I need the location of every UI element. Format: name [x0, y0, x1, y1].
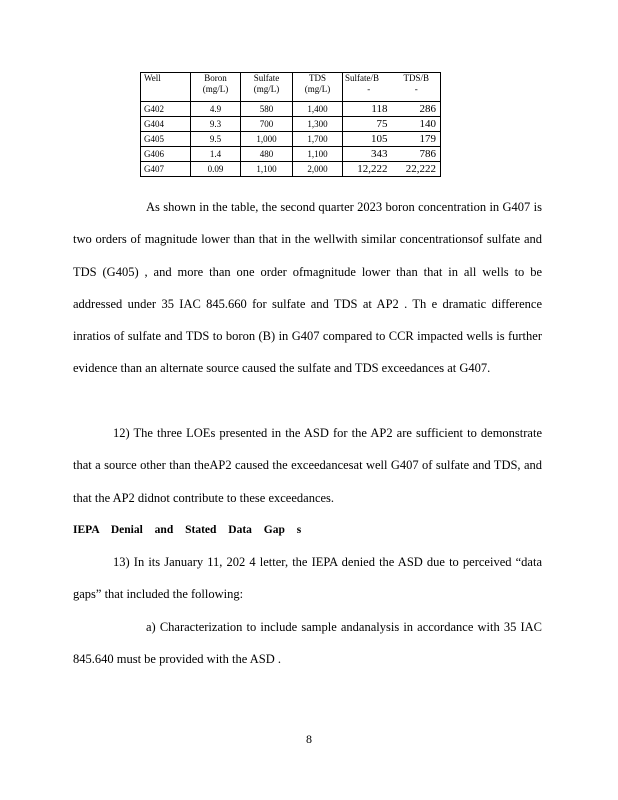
- cell-tds-b: 22,222: [405, 162, 436, 175]
- cell-tds: 1,700: [293, 132, 343, 147]
- table-row: [141, 147, 441, 162]
- header-well: Well: [141, 73, 191, 102]
- cell-tds-b: 179: [419, 132, 436, 145]
- page-number: 8: [306, 732, 312, 746]
- cell-well: G404: [141, 117, 191, 132]
- cell-ratios: [343, 102, 441, 117]
- cell-well: G407: [141, 162, 191, 177]
- cell-boron: 1.4: [191, 147, 241, 162]
- cell-sulfate: 580: [241, 102, 293, 117]
- cell-sulfate: 700: [241, 117, 293, 132]
- cell-tds: 1,300: [293, 117, 343, 132]
- header-boron: Boron (mg/L): [191, 73, 241, 102]
- header-tds: TDS (mg/L): [293, 73, 343, 102]
- table-header-row: [141, 73, 441, 102]
- cell-ratios: [343, 132, 441, 147]
- cell-ratios: [343, 162, 441, 177]
- cell-well: G402: [141, 102, 191, 117]
- cell-sulfate-b: 75: [376, 117, 388, 130]
- paragraph-13a: a) Characterization to include sample andanalysis in accordance with 35 IAC 845.640 must be provided with the ASD .: [73, 620, 542, 667]
- table-row: [141, 102, 441, 117]
- cell-boron: 0.09: [191, 162, 241, 177]
- cell-tds-b: 286: [419, 102, 436, 115]
- cell-sulfate-b: 343: [371, 147, 388, 160]
- boron-ratio-table: [140, 72, 441, 177]
- cell-sulfate: 480: [241, 147, 293, 162]
- header-ratios: Sulfate/B - TDS/B -: [343, 73, 441, 102]
- cell-tds-b: 786: [419, 147, 436, 160]
- paragraph-boron-comparison: As shown in the table, the second quarter 2023 boron concentration in G407 is two orders of magnitude lower than that in the wellwith similar concentrationsof sulfate and TDS (G405) , and more than one order ofmagnitude lower than that in all wells to be addressed under 35 IAC 845.660 for sulfate and TDS at AP2 . Th e dramatic difference inratios of sulfate and TDS to boron (B) in G407 compared to CCR impacted wells is further evidence than an alternate source caused the sulfate and TDS exceedances at G407.: [73, 200, 542, 376]
- cell-tds: 1,400: [293, 102, 343, 117]
- paragraph-13: 13) In its January 11, 202 4 letter, the IEPA denied the ASD due to perceived “data gaps” that included the following:: [73, 555, 542, 602]
- cell-boron: 4.9: [191, 102, 241, 117]
- table-row: [141, 162, 441, 177]
- paragraph-12: 12) The three LOEs presented in the ASD for the AP2 are sufficient to demonstrate that a source other than theAP2 caused the exceedancesat well G407 of sulfate and TDS, and that the AP2 didnot contribute to these exceedances.: [73, 426, 542, 505]
- cell-sulfate: 1,100: [241, 162, 293, 177]
- cell-boron: 9.5: [191, 132, 241, 147]
- section-heading: IEPA Denial and Stated Data Gap s: [73, 524, 302, 536]
- cell-well: G405: [141, 132, 191, 147]
- cell-tds: 1,100: [293, 147, 343, 162]
- cell-boron: 9.3: [191, 117, 241, 132]
- header-sulfate: Sulfate (mg/L): [241, 73, 293, 102]
- cell-tds: 2,000: [293, 162, 343, 177]
- cell-sulfate-b: 12,222: [357, 162, 388, 175]
- cell-well: G406: [141, 147, 191, 162]
- cell-sulfate: 1,000: [241, 132, 293, 147]
- table-row: [141, 132, 441, 147]
- cell-ratios: [343, 117, 441, 132]
- cell-ratios: [343, 147, 441, 162]
- data-table-container: [140, 72, 440, 177]
- cell-sulfate-b: 105: [371, 132, 388, 145]
- cell-sulfate-b: 118: [371, 102, 388, 115]
- table-row: [141, 117, 441, 132]
- cell-tds-b: 140: [419, 117, 436, 130]
